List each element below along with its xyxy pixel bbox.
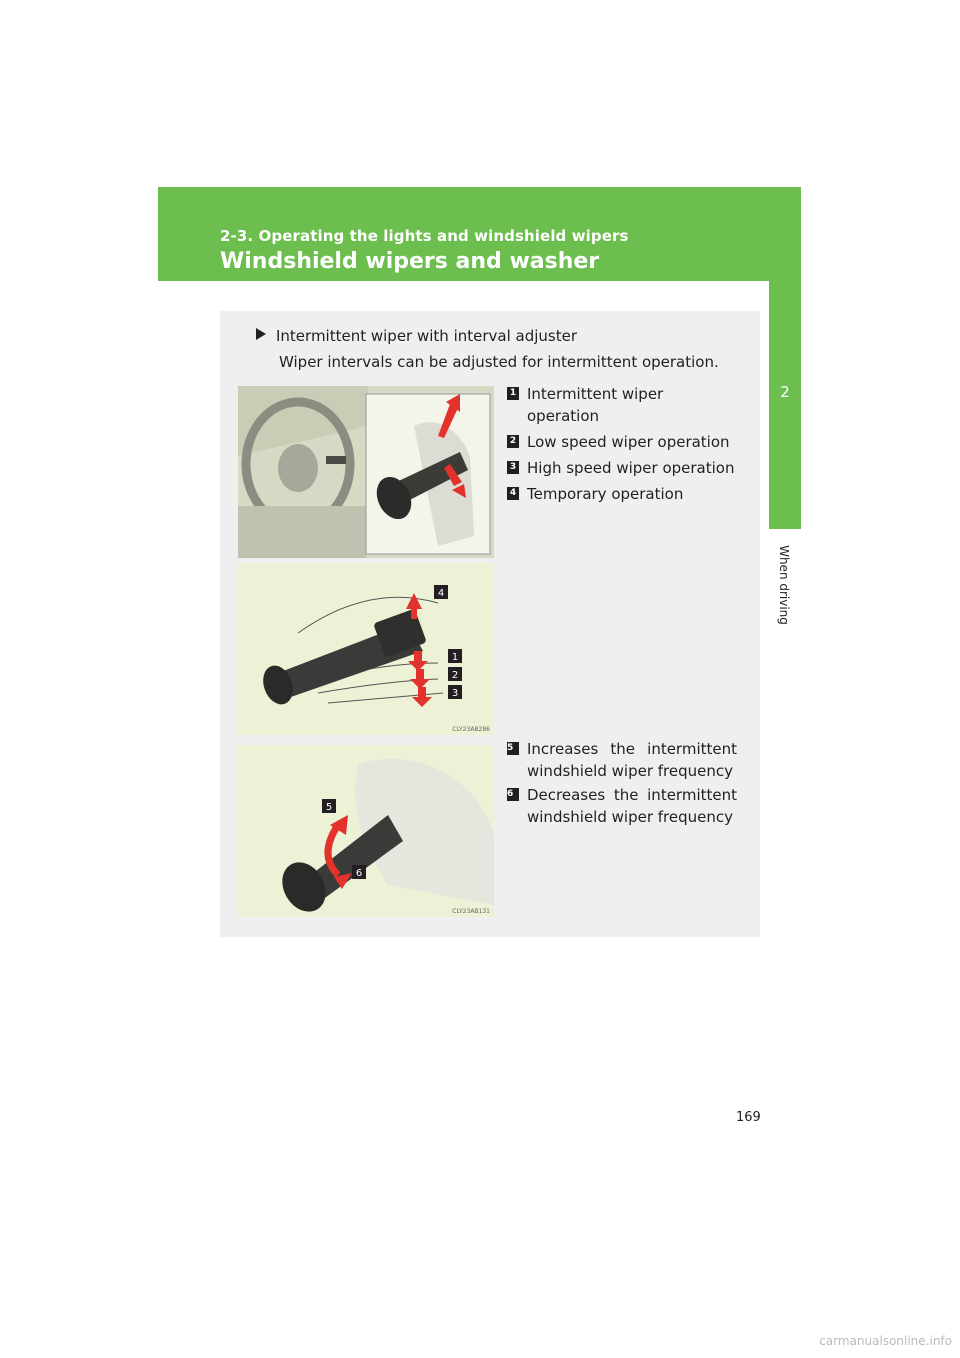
item-label: Temporary operation xyxy=(527,485,684,503)
steering-wheel-figure xyxy=(238,386,494,558)
chapter-label-text: When driving xyxy=(777,545,791,625)
number-badge: 6 xyxy=(507,788,519,801)
figure2-label-4: 4 xyxy=(437,588,445,599)
chapter-label xyxy=(760,540,808,630)
item-label: Increases the intermittent windshield wiper frequency xyxy=(527,740,737,780)
page-number: 169 xyxy=(736,1110,761,1125)
section-title: 2-3. Operating the lights and windshield wipers xyxy=(220,227,629,245)
page-title: Windshield wipers and washer xyxy=(220,249,600,274)
wiper-operation-list xyxy=(507,383,737,509)
chapter-tab[interactable] xyxy=(769,281,801,529)
figure3-label-6: 6 xyxy=(355,868,363,879)
number-badge: 2 xyxy=(507,435,519,448)
interval-adjust-list xyxy=(507,738,737,830)
intro-text: Wiper intervals can be adjusted for intermittent operation. xyxy=(279,353,719,371)
number-badge: 1 xyxy=(507,387,519,400)
triangle-bullet-icon xyxy=(256,328,266,340)
intro xyxy=(256,323,719,375)
item-label: Low speed wiper operation xyxy=(527,433,730,451)
intro-heading: Intermittent wiper with interval adjuster xyxy=(276,327,578,345)
list-item xyxy=(507,383,737,427)
item-label: High speed wiper operation xyxy=(527,459,735,477)
list-item xyxy=(507,784,737,828)
number-badge: 4 xyxy=(507,487,519,500)
list-item xyxy=(507,483,737,505)
section-header xyxy=(158,187,801,281)
number-badge: 5 xyxy=(507,742,519,755)
list-item xyxy=(507,738,737,782)
figure3-label-5: 5 xyxy=(325,802,333,813)
interval-ring-figure xyxy=(238,745,494,917)
figure2-label-2: 2 xyxy=(451,670,459,681)
item-label: Decreases the intermittent windshield wiper frequency xyxy=(527,786,737,826)
chapter-number: 2 xyxy=(780,383,790,401)
watermark: carmanualsonline.info xyxy=(819,1334,952,1348)
list-item xyxy=(507,431,737,453)
item-label: Intermittent wiper operation xyxy=(527,385,664,425)
figure2-label-1: 1 xyxy=(451,652,459,663)
list-item xyxy=(507,457,737,479)
content-panel xyxy=(220,311,760,937)
lever-positions-figure xyxy=(238,563,494,735)
number-badge: 3 xyxy=(507,461,519,474)
figure2-label-3: 3 xyxy=(451,688,459,699)
figure2-code: CLY23AB286 xyxy=(452,726,490,733)
figure3-code: CLY23AB131 xyxy=(452,908,490,915)
